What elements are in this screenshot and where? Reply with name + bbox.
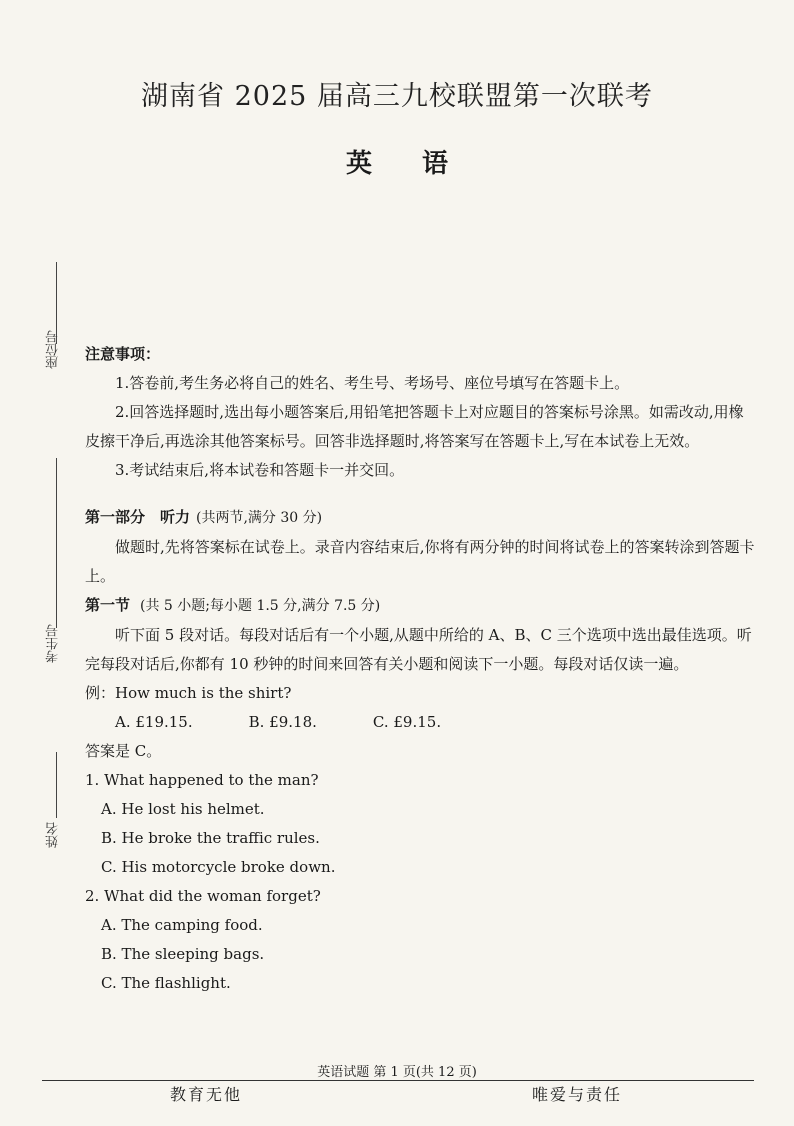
footer-right-motto: 唯爱与责任 xyxy=(532,1085,623,1104)
question-stem: 2. What did the woman forget? xyxy=(85,887,321,905)
footer-left-motto: 教育无他 xyxy=(170,1085,243,1104)
exam-no-fill-line xyxy=(56,458,57,628)
page-number: 英语试题 第 1 页(共 12 页) xyxy=(317,1065,477,1080)
part1-title-note: (共两节,满分 30 分) xyxy=(196,510,323,526)
question-option: B. He broke the traffic rules. xyxy=(101,829,320,847)
question-option: C. The flashlight. xyxy=(101,974,231,992)
question-option: A. The camping food. xyxy=(101,916,263,934)
question-option: C. His motorcycle broke down. xyxy=(101,858,336,876)
name-fill-line xyxy=(56,752,57,818)
section1-title xyxy=(85,591,755,621)
notice-item: 2.回答选择题时,选出每小题答案后,用铅笔把答题卡上对应题目的答案标号涂黑。如需改动,用橡皮擦干净后,再选涂其他答案标号。回答非选择题时,将答案写在答题卡上,写在本试卷上无效。 xyxy=(85,403,744,450)
example-option: A. £19.15. xyxy=(115,713,193,731)
section1-title-text: 第一节 xyxy=(85,596,131,614)
example-answer: 答案是 C。 xyxy=(85,742,162,760)
question-stem: 1. What happened to the man? xyxy=(85,771,319,789)
footer-divider xyxy=(42,1080,754,1081)
example-option: B. £9.18. xyxy=(248,713,317,731)
name-label: 姓名 xyxy=(46,822,61,848)
exam-title: 湖南省 2025 届高三九校联盟第一次联考 xyxy=(141,81,653,112)
section1-title-note: (共 5 小题;每小题 1.5 分,满分 7.5 分) xyxy=(140,598,381,614)
exam-no-label: 考生号 xyxy=(46,624,61,663)
part1-title-text: 第一部分 听力 xyxy=(85,508,191,526)
part1-title xyxy=(85,503,755,533)
subject-title: 英语 xyxy=(345,149,498,179)
notice-heading: 注意事项： xyxy=(85,345,161,363)
example-options xyxy=(85,708,755,737)
question-option: B. The sleeping bags. xyxy=(101,945,265,963)
question-option: A. He lost his helmet. xyxy=(101,800,265,818)
example-option: C. £9.15. xyxy=(372,713,442,731)
seat-label: 座位号 xyxy=(46,330,61,369)
example-question: 例：How much is the shirt? xyxy=(85,684,292,702)
notice-item: 3.考试结束后,将本试卷和答题卡一并交回。 xyxy=(115,461,405,479)
part1-instruction: 做题时,先将答案标在试卷上。录音内容结束后,你将有两分钟的时间将试卷上的答案转涂到答题卡上。 xyxy=(85,538,755,585)
section1-instruction: 听下面 5 段对话。每段对话后有一个小题,从题中所给的 A、B、C 三个选项中选出最佳选项。听完每段对话后,你都有 10 秒钟的时间来回答有关小题和阅读下一小题。每段对话仅读一遍。 xyxy=(85,626,752,673)
exam-content xyxy=(85,340,755,998)
notice-item: 1.答卷前,考生务必将自己的姓名、考生号、考场号、座位号填写在答题卡上。 xyxy=(115,374,630,392)
